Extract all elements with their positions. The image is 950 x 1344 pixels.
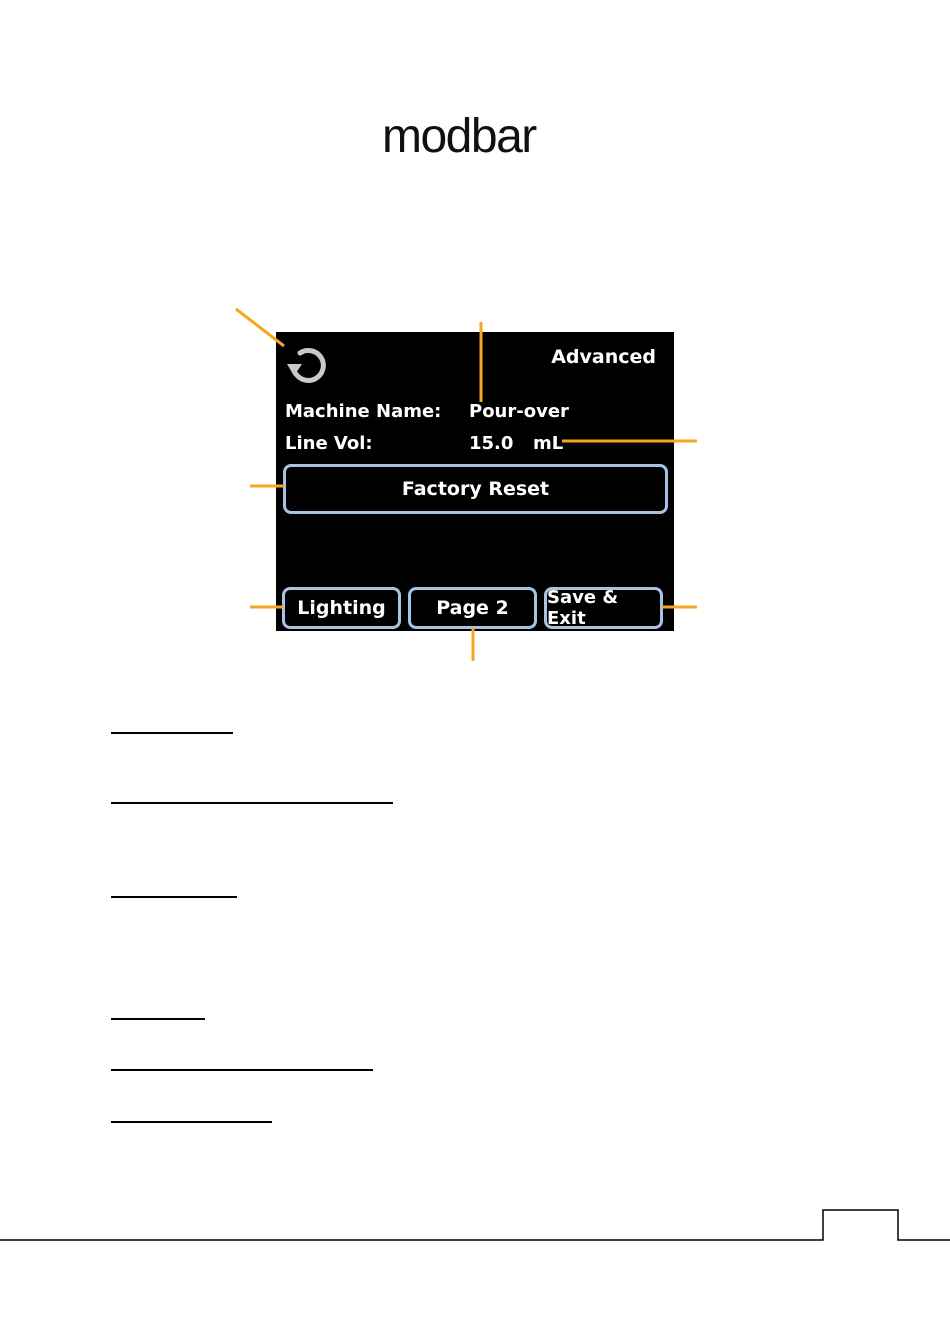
line-vol-value[interactable]: 15.0 bbox=[469, 433, 514, 454]
blank-heading-line-5 bbox=[111, 1069, 373, 1071]
lighting-button[interactable]: Lighting bbox=[282, 587, 401, 629]
blank-heading-line-4 bbox=[111, 1018, 205, 1020]
blank-heading-line-6 bbox=[111, 1121, 272, 1123]
blank-heading-line-1 bbox=[111, 732, 233, 734]
modbar-logo: modbar bbox=[382, 110, 536, 163]
factory-reset-button[interactable]: Factory Reset bbox=[283, 464, 668, 514]
machine-name-value[interactable]: Pour-over bbox=[469, 401, 569, 422]
machine-name-label: Machine Name: bbox=[285, 401, 442, 422]
page-2-button[interactable]: Page 2 bbox=[408, 587, 537, 629]
machine-display-screen bbox=[276, 332, 674, 631]
footer-page-tab bbox=[0, 1210, 950, 1240]
save-exit-button[interactable]: Save & Exit bbox=[544, 587, 663, 629]
line-vol-label: Line Vol: bbox=[285, 433, 373, 454]
blank-heading-line-3 bbox=[111, 896, 237, 898]
blank-heading-line-2 bbox=[111, 802, 393, 804]
line-vol-unit: mL bbox=[533, 433, 564, 454]
refresh-back-icon[interactable] bbox=[284, 340, 332, 388]
mode-title: Advanced bbox=[551, 346, 656, 368]
